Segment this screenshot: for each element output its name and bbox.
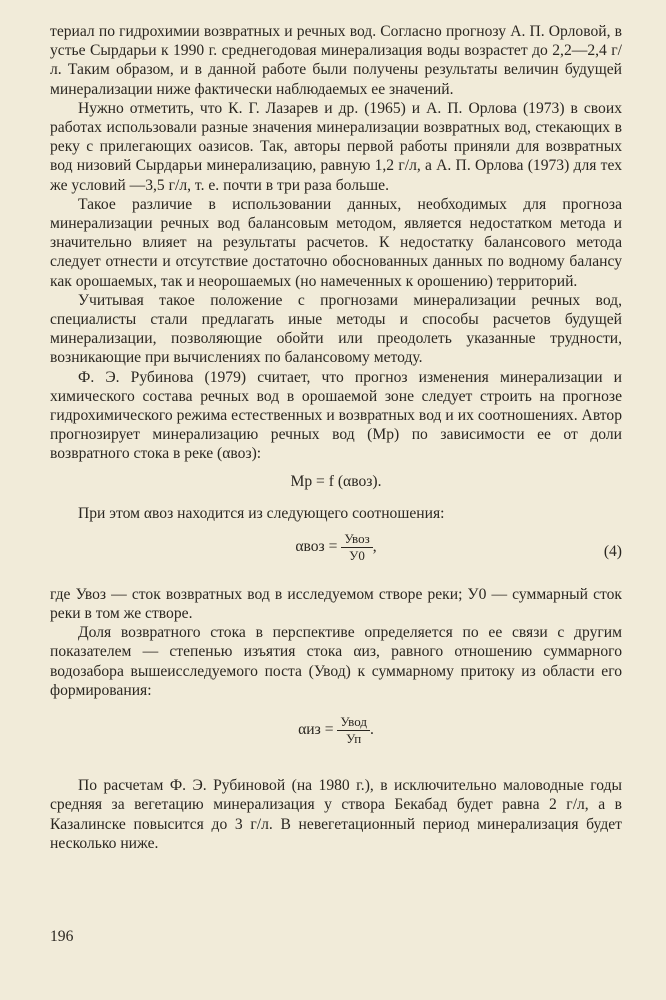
formula-2-denominator: У0 <box>349 547 365 563</box>
formula-2-fraction <box>341 531 372 564</box>
formula-withdrawal-degree <box>50 714 622 758</box>
page-number: 196 <box>50 928 74 945</box>
equation-number: (4) <box>603 542 622 560</box>
formula-3-tail: . <box>369 721 374 739</box>
formula-3-fraction <box>337 714 370 747</box>
formula-1-text: Мр = f (αвоз). <box>290 472 382 490</box>
formula-2-lhs: αвоз = <box>295 537 338 555</box>
formula-return-share <box>50 531 622 575</box>
paragraph-8: Доля возвратного стока в перспективе определяется по ее связи с другим показателем — степенью изъятия стока αиз, равного отношению суммарного водозабора вышеисследуемого поста (Увод) к суммарному притоку из области его формирования: <box>50 624 622 699</box>
formula-3-denominator: Уп <box>346 731 362 747</box>
paragraph-5: Ф. Э. Рубинова (1979) считает, что прогноз изменения минерализации и химического состава речных вод в орошаемой зоне следует строить на прогнозе гидрохимического режима естественных и возвратных вод и их соотношениях. Автор прогнозирует минерализацию речных вод (Мр) по зависимости ее от доли возвратного стока в реке (αвоз): <box>50 368 622 463</box>
paragraph-9: По расчетам Ф. Э. Рубиновой (на 1980 г.), в исключительно маловодные годы средняя за вегетацию минерализация у створа Бекабад будет равна 2 г/л, а в Казалинске повысится до 3 г/л. В невегетационный период минерализация будет несколько ниже. <box>50 777 622 852</box>
formula-3-numerator: Увод <box>337 714 370 731</box>
body-text <box>50 22 622 853</box>
paragraph-4: Учитывая такое положение с прогнозами минерализации речных вод, специалисты стали предлагать иные методы и способы расчетов будущей минерализации, позволяющие обойти или преодолеть указанные трудности, возникающие при вычислениях по балансовому методу. <box>50 291 622 367</box>
formula-2-tail: , <box>372 537 377 555</box>
formula-mineralization <box>50 472 622 494</box>
paragraph-3: Такое различие в использовании данных, необходимых для прогноза минерализации речных вод балансовым методом, является недостатком метода и значительно влияет на результаты расчетов. К недостатку балансового метода следует отнести и отсутствие достаточно обоснованных данных по водному балансу как орошаемых, так и неорошаемых (но намеченных к орошению) территорий. <box>50 195 622 290</box>
paragraph-6: При этом αвоз находится из следующего соотношения: <box>78 504 445 522</box>
formula-3-lhs: αиз = <box>298 721 334 739</box>
paragraph-2: Нужно отметить, что К. Г. Лазарев и др. (1965) и А. П. Орлова (1973) в своих работах использовали разные значения минерализации возвратных вод, стекающих в реку с прилегающих оазисов. Так, авторы первой работы приняли для возвратных вод низовий Сырдарьи минерализацию, равную 1,2 г/л, а А. П. Орлова (1973) для тех же условий —3,5 г/л, т. е. почти в три раза больше. <box>50 99 622 194</box>
formula-2-numerator: Увоз <box>341 531 372 548</box>
paragraph-7: где Увоз — сток возвратных вод в исследуемом створе реки; У0 — суммарный сток реки в том же створе. <box>50 585 622 623</box>
paragraph-1: териал по гидрохимии возвратных и речных вод. Согласно прогнозу А. П. Орловой, в устье Сырдарьи к 1990 г. среднегодовая минерализация воды возрастет до 2,2—2,4 г/л. Таким образом, и в данной работе были получены результаты величин будущей минерализации ниже фактически наблюдаемых ее значений. <box>50 23 622 98</box>
